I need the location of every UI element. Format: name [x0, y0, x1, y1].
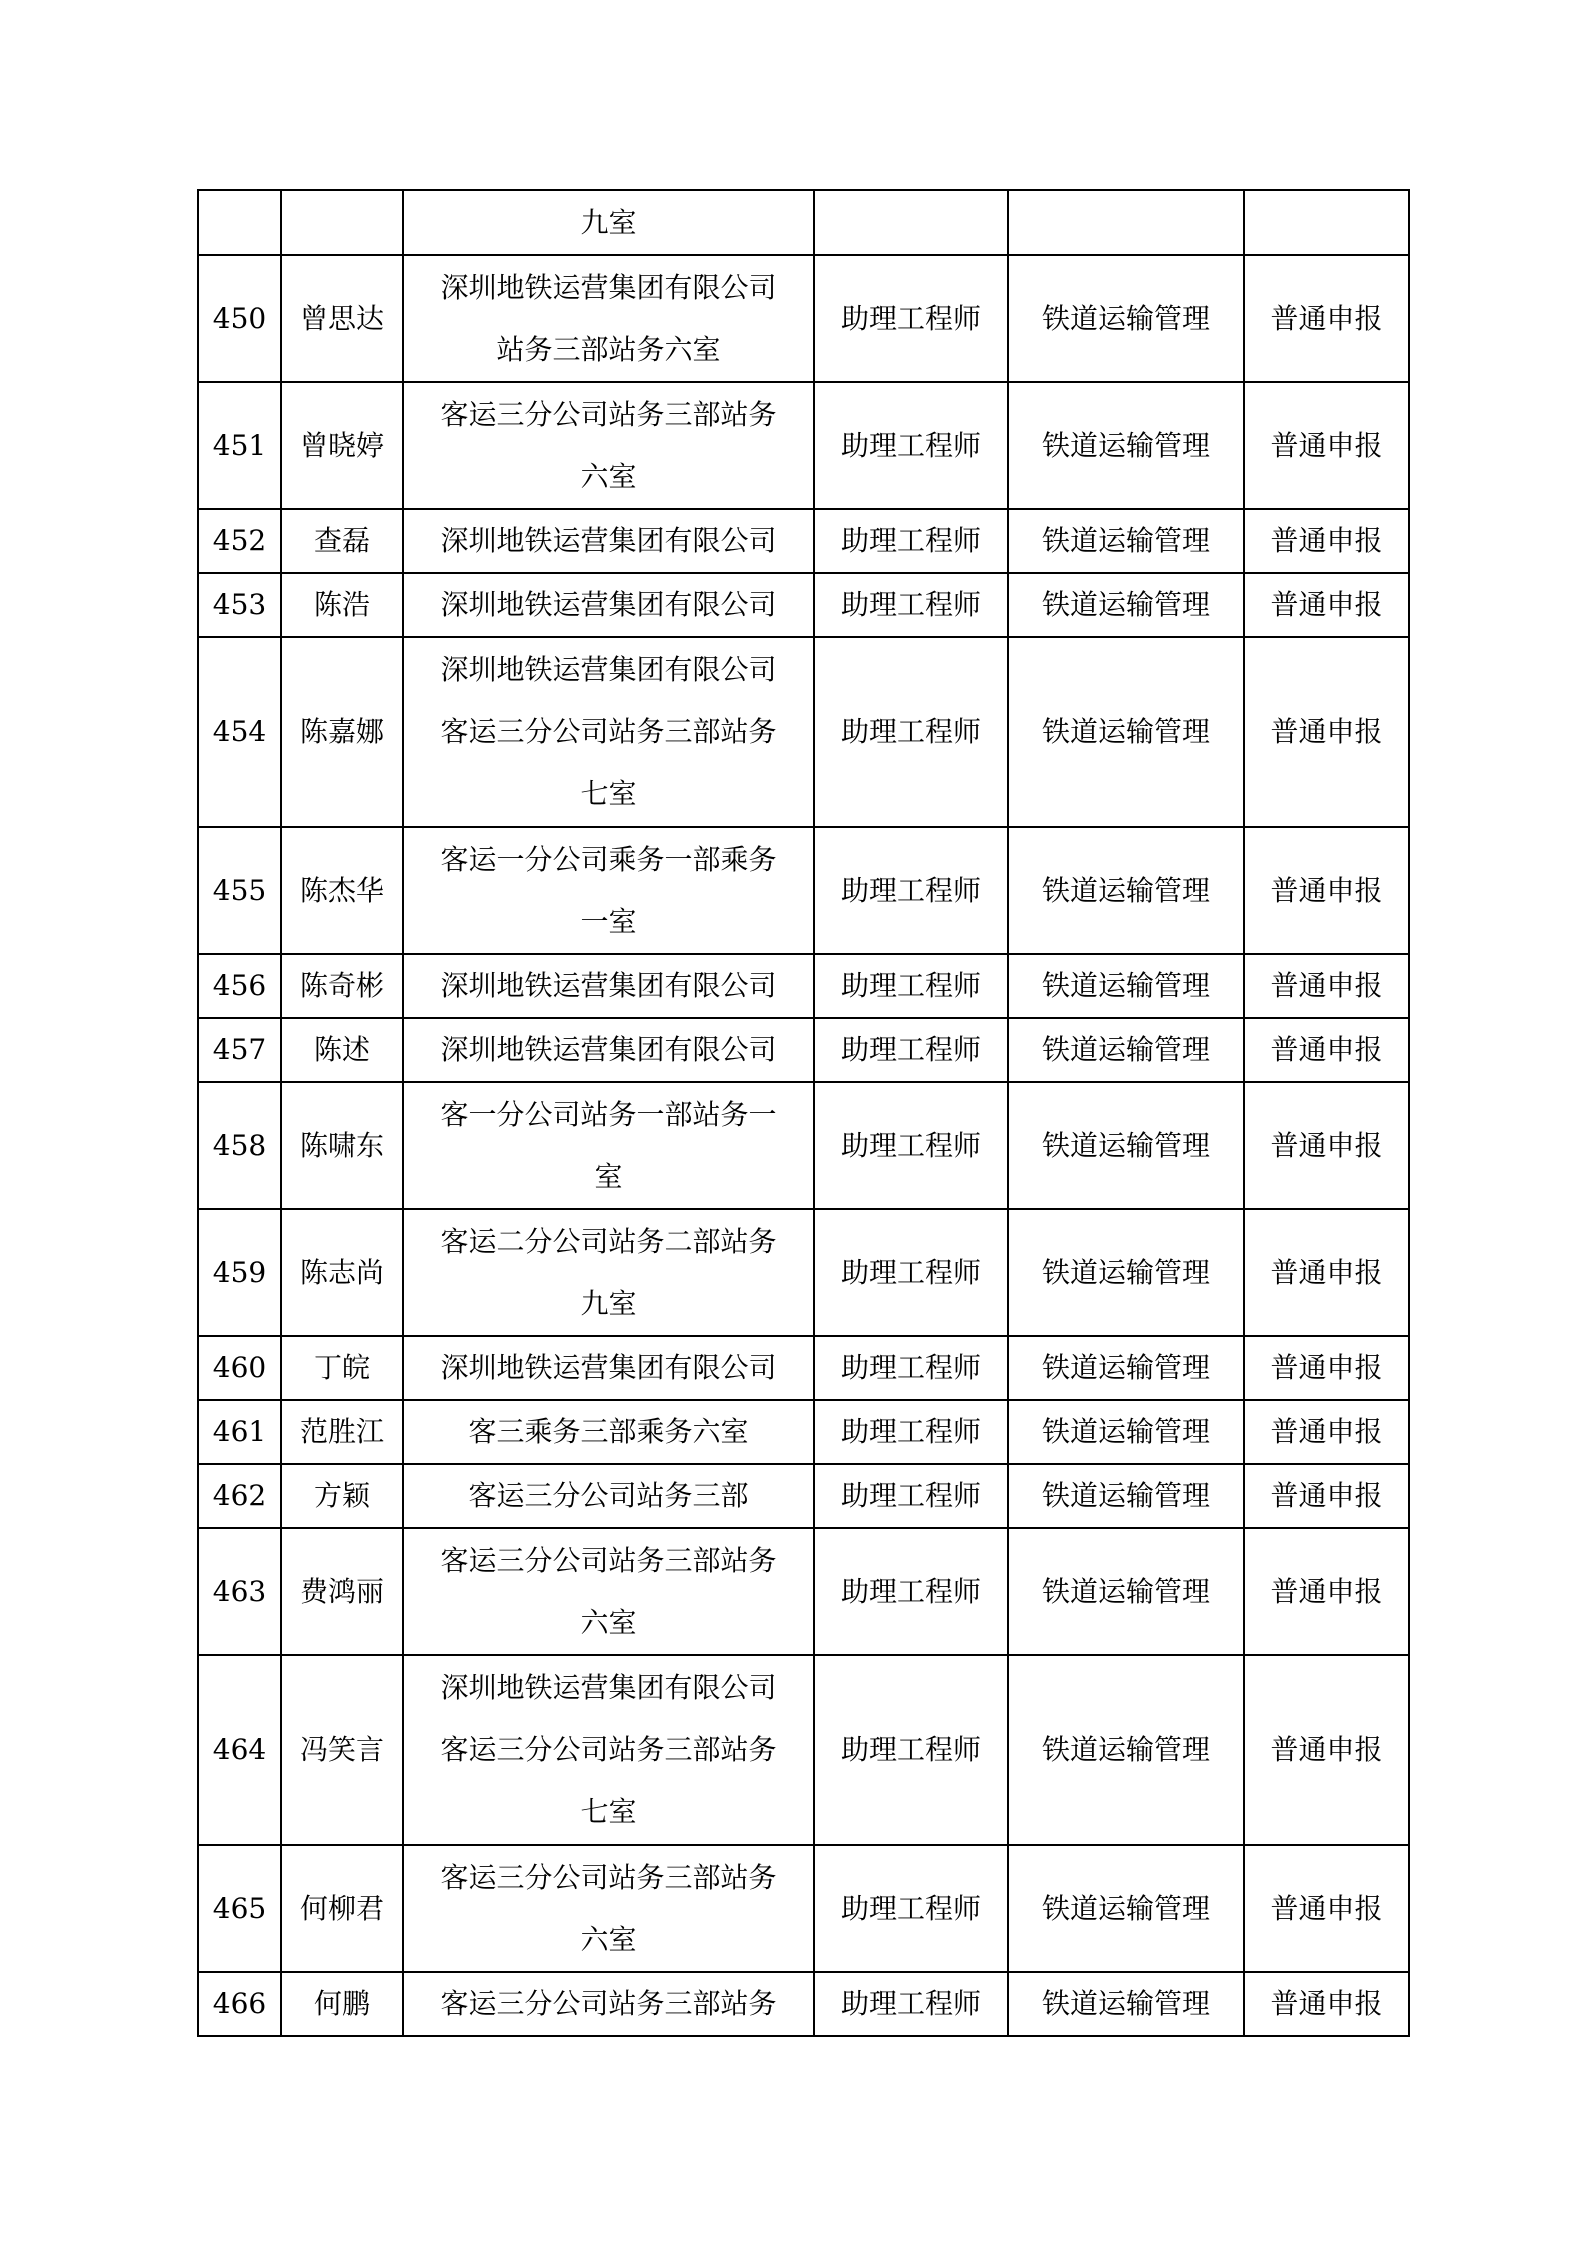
applicant-name: 陈嘉娜 [281, 637, 403, 827]
row-number: 463 [198, 1528, 281, 1655]
major: 铁道运输管理 [1008, 382, 1244, 509]
title-level [814, 190, 1008, 255]
table-row [198, 190, 1409, 255]
table-row [198, 827, 1409, 954]
table-row [198, 1845, 1409, 1972]
title-level: 助理工程师 [814, 1655, 1008, 1845]
title-level: 助理工程师 [814, 1845, 1008, 1972]
major: 铁道运输管理 [1008, 509, 1244, 573]
table-row [198, 509, 1409, 573]
table-row [198, 954, 1409, 1018]
applicant-name: 范胜江 [281, 1400, 403, 1464]
title-level: 助理工程师 [814, 382, 1008, 509]
row-number: 459 [198, 1209, 281, 1336]
applicant-name: 费鸿丽 [281, 1528, 403, 1655]
applicant-name: 丁皖 [281, 1336, 403, 1400]
organization: 客运三分公司站务三部 [403, 1464, 814, 1528]
applicant-name: 何柳君 [281, 1845, 403, 1972]
application-type: 普通申报 [1244, 1082, 1409, 1209]
application-type: 普通申报 [1244, 1464, 1409, 1528]
row-number: 450 [198, 255, 281, 382]
row-number: 453 [198, 573, 281, 637]
row-number: 461 [198, 1400, 281, 1464]
application-type: 普通申报 [1244, 637, 1409, 827]
row-number: 457 [198, 1018, 281, 1082]
table-row [198, 1655, 1409, 1845]
applicant-name: 曾思达 [281, 255, 403, 382]
title-level: 助理工程师 [814, 827, 1008, 954]
application-type: 普通申报 [1244, 954, 1409, 1018]
organization: 客运三分公司站务三部站务 六室 [403, 382, 814, 509]
applicant-name: 方颖 [281, 1464, 403, 1528]
applicant-name: 陈奇彬 [281, 954, 403, 1018]
applicant-name: 曾晓婷 [281, 382, 403, 509]
row-number: 458 [198, 1082, 281, 1209]
table-row [198, 1972, 1409, 2036]
row-number: 452 [198, 509, 281, 573]
title-level: 助理工程师 [814, 573, 1008, 637]
organization: 客运三分公司站务三部站务 六室 [403, 1528, 814, 1655]
title-level: 助理工程师 [814, 1528, 1008, 1655]
organization: 客三乘务三部乘务六室 [403, 1400, 814, 1464]
organization: 深圳地铁运营集团有限公司 站务三部站务六室 [403, 255, 814, 382]
major: 铁道运输管理 [1008, 255, 1244, 382]
table-row [198, 1082, 1409, 1209]
row-number: 456 [198, 954, 281, 1018]
organization: 九室 [403, 190, 814, 255]
title-level: 助理工程师 [814, 1209, 1008, 1336]
table-row [198, 1400, 1409, 1464]
organization: 客运三分公司站务三部站务 [403, 1972, 814, 2036]
major: 铁道运输管理 [1008, 1018, 1244, 1082]
title-level: 助理工程师 [814, 1464, 1008, 1528]
applicant-name: 陈杰华 [281, 827, 403, 954]
table-row [198, 1464, 1409, 1528]
organization: 客运三分公司站务三部站务 六室 [403, 1845, 814, 1972]
row-number: 455 [198, 827, 281, 954]
organization: 深圳地铁运营集团有限公司 客运三分公司站务三部站务 七室 [403, 1655, 814, 1845]
row-number: 460 [198, 1336, 281, 1400]
row-number: 464 [198, 1655, 281, 1845]
title-level: 助理工程师 [814, 509, 1008, 573]
row-number: 462 [198, 1464, 281, 1528]
row-number: 466 [198, 1972, 281, 2036]
title-level: 助理工程师 [814, 1018, 1008, 1082]
major: 铁道运输管理 [1008, 827, 1244, 954]
title-level: 助理工程师 [814, 637, 1008, 827]
organization: 客运二分公司站务二部站务 九室 [403, 1209, 814, 1336]
major: 铁道运输管理 [1008, 1528, 1244, 1655]
table-row [198, 637, 1409, 827]
applicant-name: 查磊 [281, 509, 403, 573]
table-row [198, 255, 1409, 382]
row-number [198, 190, 281, 255]
applicant-name: 陈述 [281, 1018, 403, 1082]
applicant-name: 陈浩 [281, 573, 403, 637]
application-type: 普通申报 [1244, 255, 1409, 382]
application-type: 普通申报 [1244, 1336, 1409, 1400]
application-type: 普通申报 [1244, 382, 1409, 509]
application-type: 普通申报 [1244, 1845, 1409, 1972]
table-row [198, 1209, 1409, 1336]
table-row [198, 1018, 1409, 1082]
application-type: 普通申报 [1244, 827, 1409, 954]
major: 铁道运输管理 [1008, 1845, 1244, 1972]
major: 铁道运输管理 [1008, 637, 1244, 827]
organization: 深圳地铁运营集团有限公司 客运三分公司站务三部站务 七室 [403, 637, 814, 827]
table-row [198, 1336, 1409, 1400]
row-number: 454 [198, 637, 281, 827]
application-type: 普通申报 [1244, 1528, 1409, 1655]
application-type: 普通申报 [1244, 573, 1409, 637]
title-level: 助理工程师 [814, 255, 1008, 382]
table-row [198, 573, 1409, 637]
organization: 客一分公司站务一部站务一 室 [403, 1082, 814, 1209]
major: 铁道运输管理 [1008, 1082, 1244, 1209]
major: 铁道运输管理 [1008, 573, 1244, 637]
application-type: 普通申报 [1244, 1018, 1409, 1082]
organization: 深圳地铁运营集团有限公司 [403, 954, 814, 1018]
applicant-name: 何鹏 [281, 1972, 403, 2036]
organization: 深圳地铁运营集团有限公司 [403, 509, 814, 573]
organization: 深圳地铁运营集团有限公司 [403, 1018, 814, 1082]
application-type: 普通申报 [1244, 1655, 1409, 1845]
table-body [198, 190, 1409, 2036]
organization: 深圳地铁运营集团有限公司 [403, 573, 814, 637]
title-level: 助理工程师 [814, 1972, 1008, 2036]
organization: 客运一分公司乘务一部乘务 一室 [403, 827, 814, 954]
title-level: 助理工程师 [814, 1336, 1008, 1400]
title-level: 助理工程师 [814, 1082, 1008, 1209]
application-type: 普通申报 [1244, 1972, 1409, 2036]
application-type: 普通申报 [1244, 1400, 1409, 1464]
applicant-name: 冯笑言 [281, 1655, 403, 1845]
application-type: 普通申报 [1244, 1209, 1409, 1336]
title-level: 助理工程师 [814, 1400, 1008, 1464]
applicant-name: 陈啸东 [281, 1082, 403, 1209]
major: 铁道运输管理 [1008, 1336, 1244, 1400]
application-type: 普通申报 [1244, 509, 1409, 573]
major [1008, 190, 1244, 255]
applicant-table [197, 189, 1410, 2037]
major: 铁道运输管理 [1008, 1972, 1244, 2036]
application-type [1244, 190, 1409, 255]
major: 铁道运输管理 [1008, 954, 1244, 1018]
table-row [198, 382, 1409, 509]
table-row [198, 1528, 1409, 1655]
applicant-name: 陈志尚 [281, 1209, 403, 1336]
major: 铁道运输管理 [1008, 1464, 1244, 1528]
row-number: 451 [198, 382, 281, 509]
row-number: 465 [198, 1845, 281, 1972]
major: 铁道运输管理 [1008, 1209, 1244, 1336]
applicant-name [281, 190, 403, 255]
title-level: 助理工程师 [814, 954, 1008, 1018]
organization: 深圳地铁运营集团有限公司 [403, 1336, 814, 1400]
major: 铁道运输管理 [1008, 1655, 1244, 1845]
major: 铁道运输管理 [1008, 1400, 1244, 1464]
